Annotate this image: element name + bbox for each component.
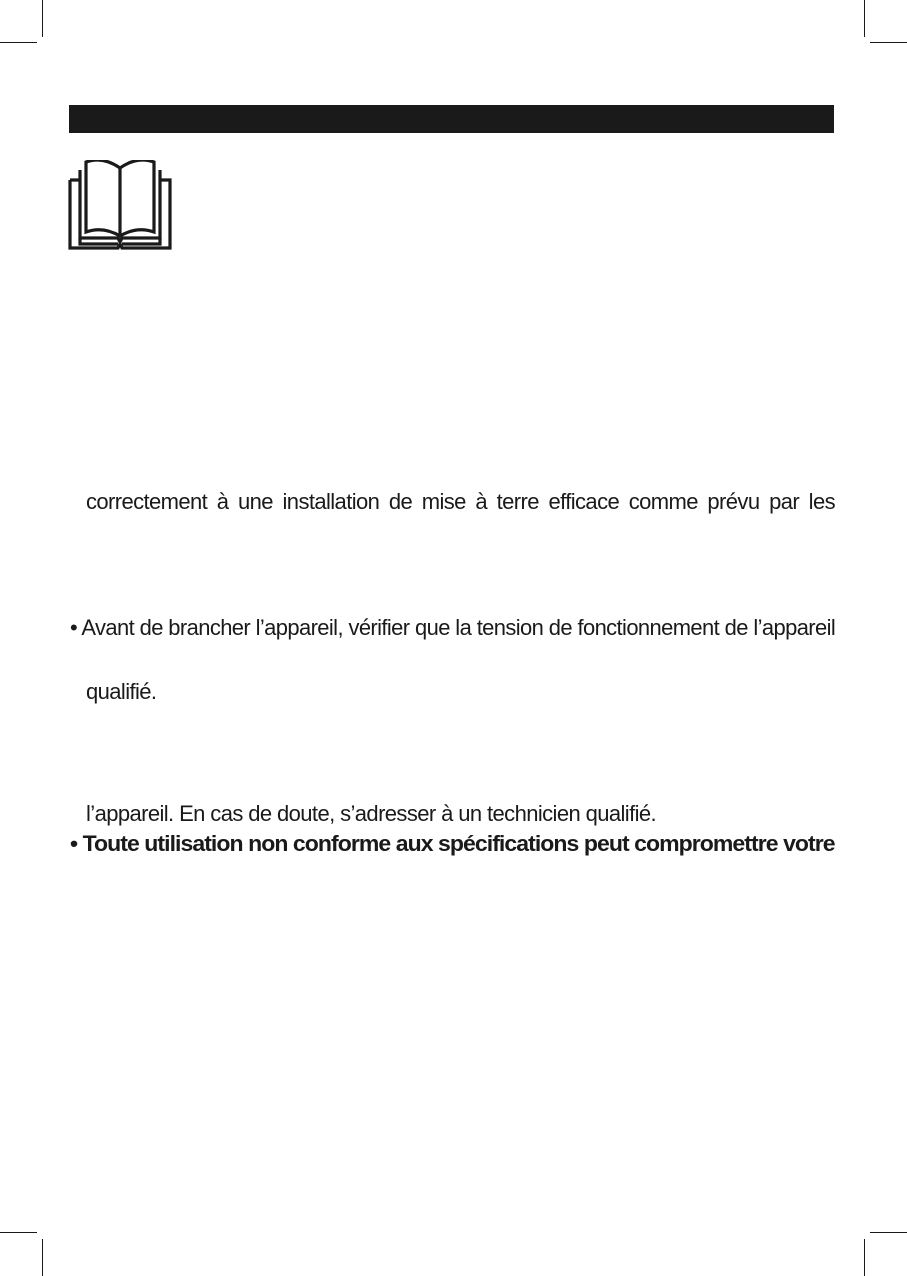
- word: efficace: [548, 489, 620, 514]
- word: comme: [628, 489, 698, 514]
- word: par: [769, 489, 800, 514]
- crop-mark-top-left-vertical: [42, 0, 43, 37]
- crop-mark-top-left-horizontal: [0, 42, 37, 43]
- word: de: [388, 489, 413, 514]
- crop-mark-top-right-vertical: [864, 0, 865, 37]
- warning-line: • Toute utilisation non conforme aux spécifications peut compromettre votre: [70, 831, 835, 856]
- voltage-check-line: • Avant de brancher l’appareil, vérifier que la tension de fonctionnement de l’appareil: [70, 615, 836, 640]
- word: à: [475, 489, 488, 514]
- earthing-line: [86, 488, 835, 516]
- read-manual-book-icon: [68, 160, 172, 250]
- doubt-line: l’appareil. En cas de doute, s’adresser à un technicien qualifié.: [86, 801, 657, 826]
- word: à: [216, 489, 229, 514]
- word: terre: [496, 489, 539, 514]
- word: les: [808, 489, 835, 514]
- word: mise: [421, 489, 466, 514]
- crop-mark-top-right-horizontal: [870, 42, 907, 43]
- word: correctement: [86, 489, 208, 514]
- crop-mark-bottom-left-horizontal: [0, 1232, 37, 1233]
- crop-mark-bottom-right-vertical: [864, 1239, 865, 1276]
- word: installation: [282, 489, 380, 514]
- word: une: [238, 489, 273, 514]
- word: prévu: [707, 489, 760, 514]
- crop-mark-bottom-right-horizontal: [870, 1232, 907, 1233]
- section-header-bar: [69, 105, 834, 133]
- crop-mark-bottom-left-vertical: [42, 1239, 43, 1276]
- qualified-line: qualifié.: [86, 679, 157, 704]
